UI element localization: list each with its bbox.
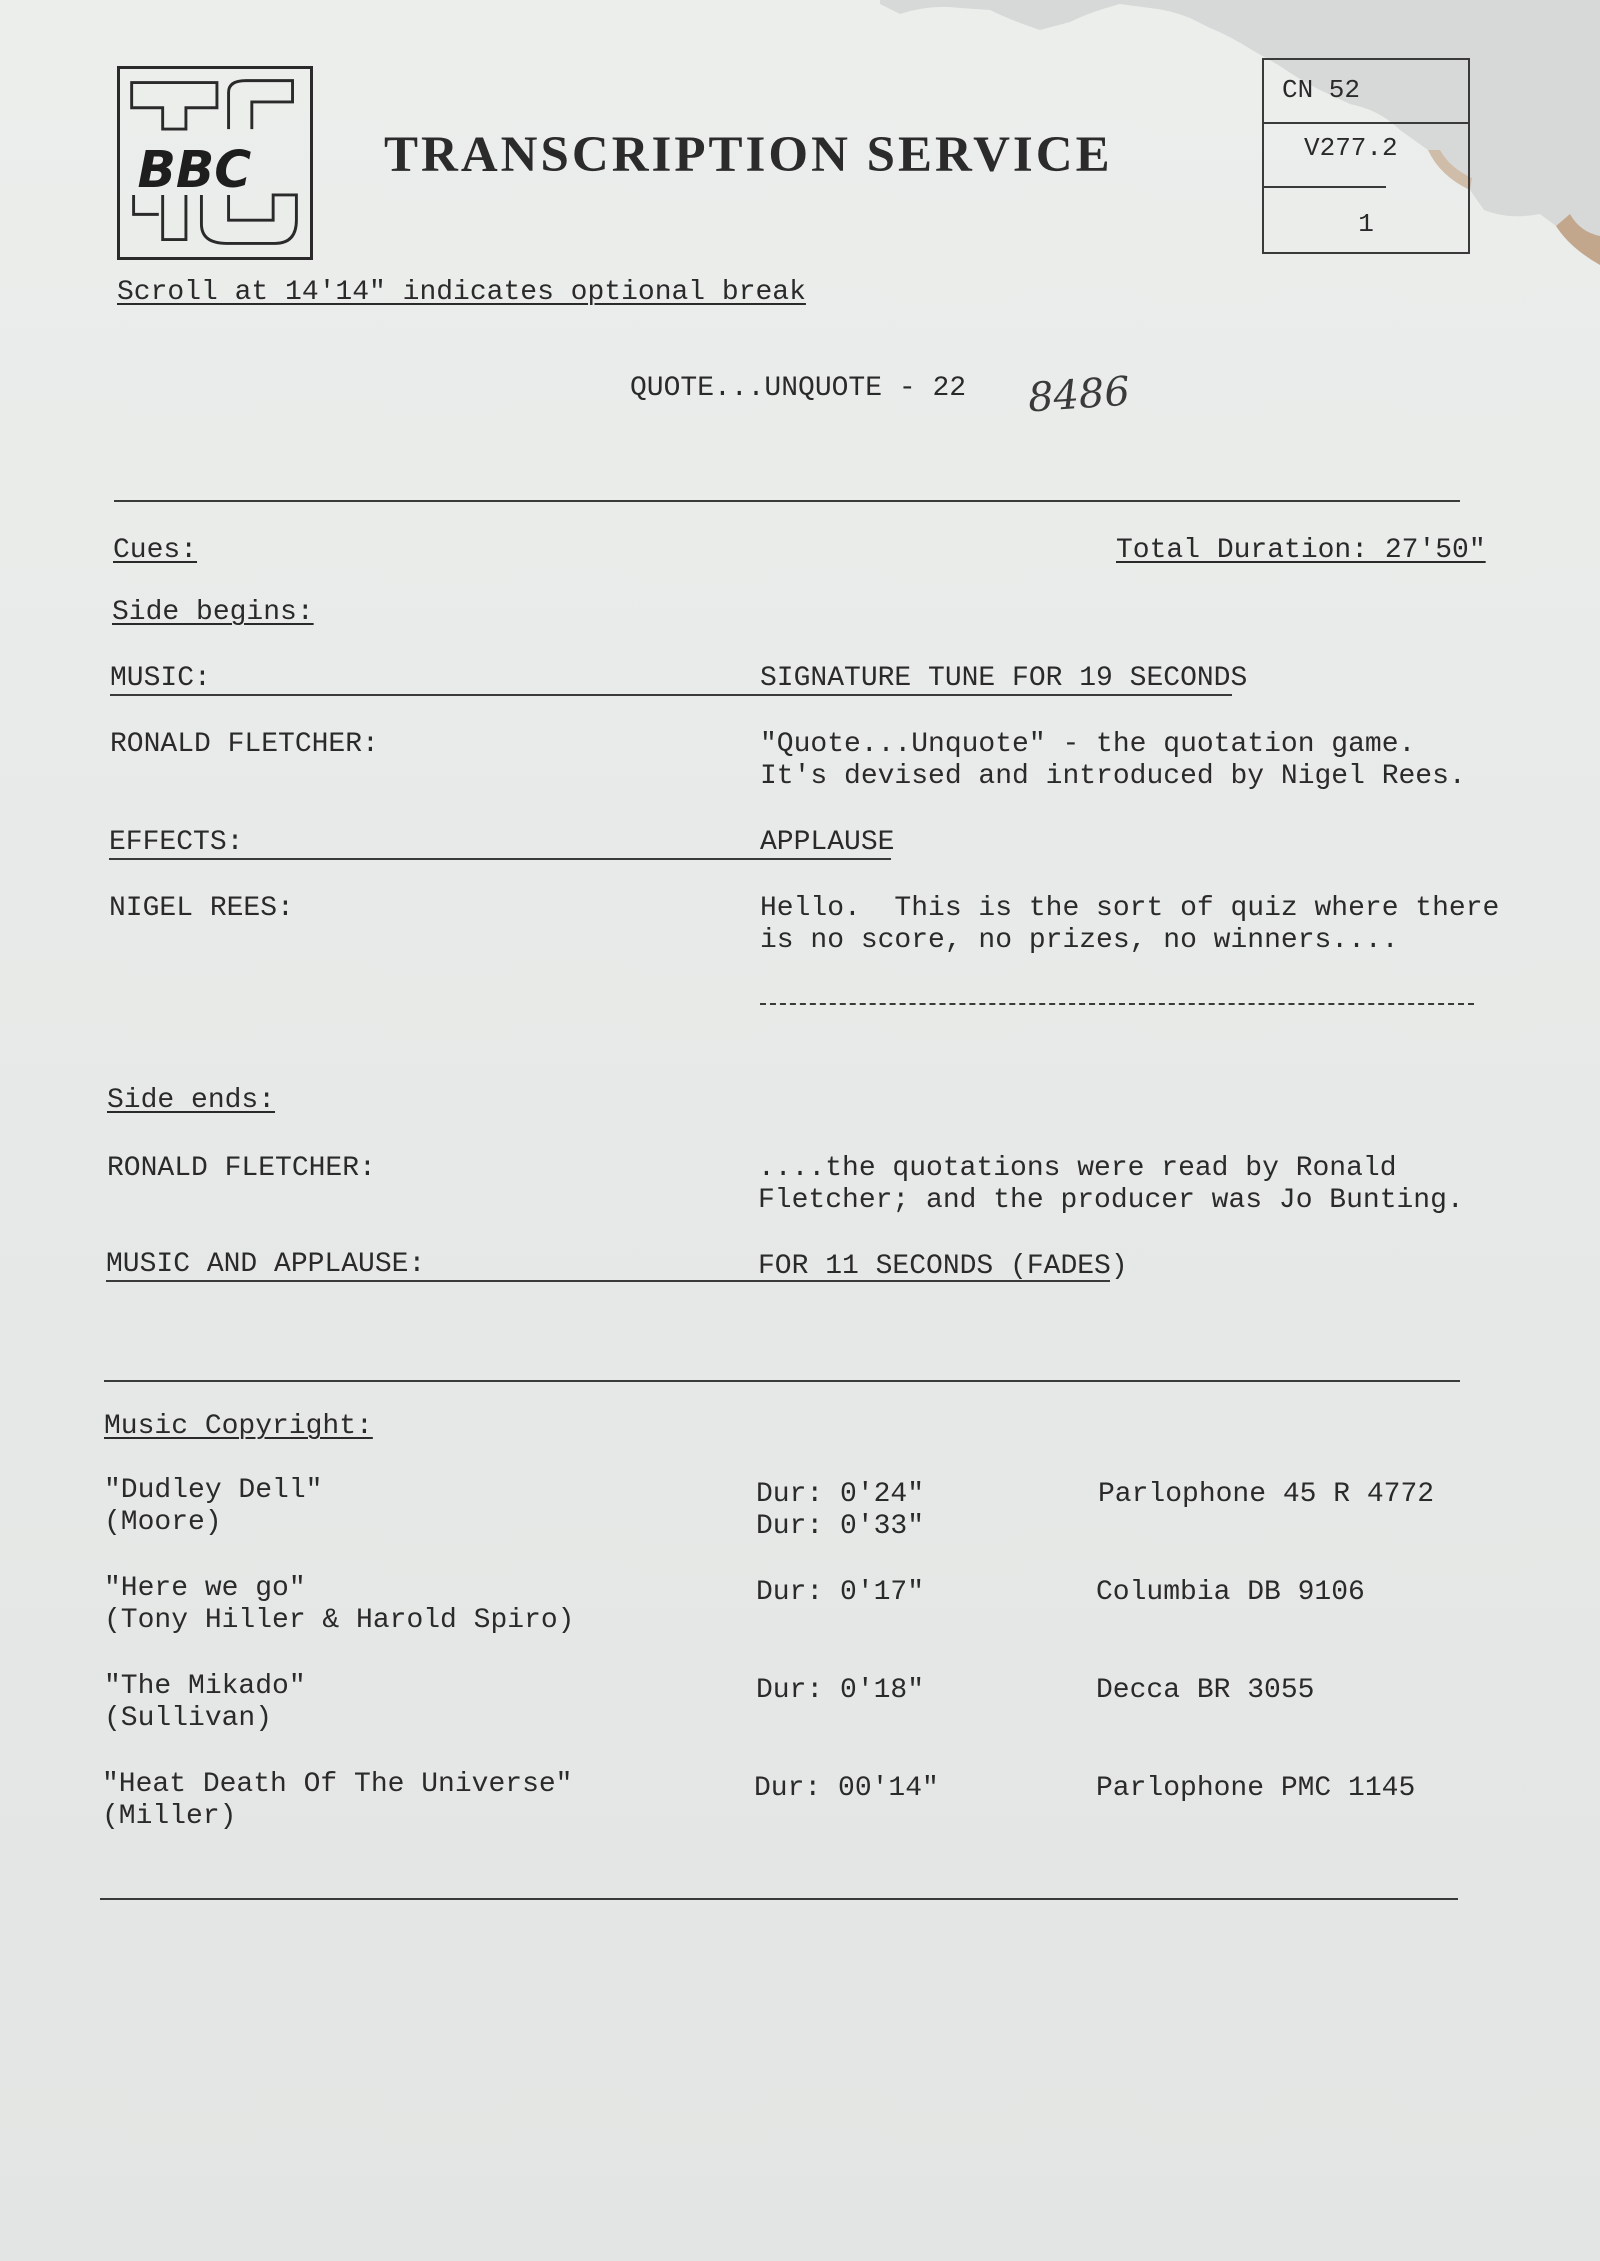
divider-rule [100, 1898, 1458, 1900]
cue-speaker: MUSIC: [110, 663, 211, 694]
track-record-label: Columbia DB 9106 [1096, 1577, 1365, 1608]
ref-divider [1264, 186, 1386, 188]
handwritten-number: 8486 [1026, 368, 1132, 422]
cue-speaker: RONALD FLETCHER: [107, 1153, 376, 1184]
ref-volume: V277.2 [1304, 133, 1398, 163]
bbc-letter-b1: BBC [137, 140, 252, 200]
ref-divider [1264, 122, 1468, 124]
programme-title: QUOTE...UNQUOTE - 22 [630, 373, 967, 404]
track-composer: (Tony Hiller & Harold Spiro) [104, 1605, 575, 1636]
cue-underline [106, 1280, 1110, 1282]
track-duration: Dur: 0'33" [756, 1511, 925, 1542]
side-begins-label: Side begins: [112, 597, 314, 628]
reference-box [1262, 58, 1470, 254]
track-composer: (Miller) [102, 1801, 237, 1832]
cues-label: Cues: [113, 535, 198, 566]
track-duration: Dur: 0'18" [756, 1675, 925, 1706]
track-title: "Dudley Dell" [104, 1475, 323, 1506]
music-copyright-label: Music Copyright: [104, 1411, 373, 1442]
track-title: "Here we go" [104, 1573, 306, 1604]
track-duration: Dur: 00'14" [754, 1773, 939, 1804]
cue-text: FOR 11 SECONDS (FADES) [758, 1251, 1128, 1282]
ref-code: CN 52 [1282, 75, 1361, 105]
side-ends-label: Side ends: [107, 1085, 276, 1116]
dashed-break-line [760, 1003, 1474, 1005]
divider-rule [104, 1380, 1460, 1382]
cue-speaker: MUSIC AND APPLAUSE: [106, 1249, 426, 1280]
ts-monogram-icon [120, 69, 310, 257]
ref-side: 1 [1358, 209, 1374, 239]
cue-text-line: ....the quotations were read by Ronald [758, 1153, 1397, 1184]
track-title: "Heat Death Of The Universe" [102, 1769, 573, 1800]
track-duration: Dur: 0'17" [756, 1577, 925, 1608]
cue-underline [110, 694, 1232, 696]
track-record-label: Parlophone PMC 1145 [1096, 1773, 1416, 1804]
track-composer: (Moore) [104, 1507, 222, 1538]
track-record-label: Decca BR 3055 [1096, 1675, 1315, 1706]
cue-text: APPLAUSE [760, 827, 895, 858]
bbc-ts-logo [117, 66, 313, 260]
cue-speaker: RONALD FLETCHER: [110, 729, 379, 760]
cue-underline [109, 858, 891, 860]
track-composer: (Sullivan) [104, 1703, 273, 1734]
total-duration: Total Duration: 27'50" [1116, 535, 1486, 566]
cue-speaker: NIGEL REES: [109, 893, 294, 924]
divider-rule [114, 500, 1460, 502]
cue-text-line: It's devised and introduced by Nigel Rees. [760, 761, 1466, 792]
service-title: TRANSCRIPTION SERVICE [384, 127, 1113, 183]
track-record-label: Parlophone 45 R 4772 [1098, 1479, 1435, 1510]
scroll-note: Scroll at 14'14" indicates optional break [117, 277, 806, 308]
cue-text-line: Fletcher; and the producer was Jo Bunting. [758, 1185, 1464, 1216]
cue-text-line: is no score, no prizes, no winners.... [760, 925, 1399, 956]
cue-text: SIGNATURE TUNE FOR 19 SECONDS [760, 663, 1248, 694]
cue-text-line: Hello. This is the sort of quiz where there [760, 893, 1500, 924]
track-title: "The Mikado" [104, 1671, 306, 1702]
cue-speaker: EFFECTS: [109, 827, 244, 858]
track-duration: Dur: 0'24" [756, 1479, 925, 1510]
cue-text-line: "Quote...Unquote" - the quotation game. [760, 729, 1416, 760]
